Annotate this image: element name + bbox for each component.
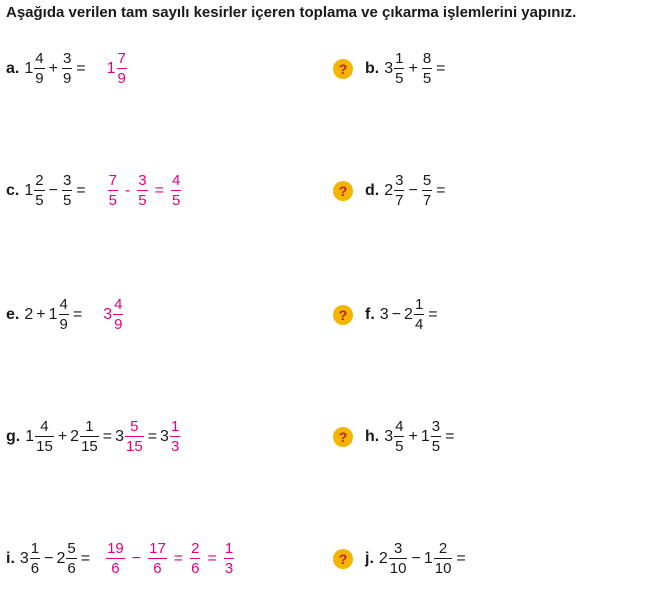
whole-number: 1 (423, 549, 433, 567)
whole-number: 3 (379, 305, 389, 323)
fraction: $\frac{7}{9}$ (117, 50, 126, 88)
fraction: $\frac{3}{5}$ (62, 172, 72, 210)
equals-sign: = (154, 181, 164, 199)
fraction: $\frac{7}{5}$ (108, 172, 117, 210)
fraction: $\frac{4}{15}$ (36, 418, 53, 456)
problem-d (333, 172, 449, 210)
equals-sign: = (428, 305, 438, 323)
problem-label: b. (365, 59, 380, 77)
problem-e (6, 296, 124, 334)
problem-h (333, 418, 457, 456)
equals-sign: = (436, 59, 446, 77)
problem-label: i. (6, 549, 15, 567)
question-badge: ? (333, 305, 353, 325)
operator: − (48, 181, 58, 199)
whole-number: 1 (24, 59, 34, 77)
fraction: $\frac{1}{3}$ (170, 418, 180, 456)
operator: + (36, 305, 46, 323)
operator: − (131, 549, 142, 567)
problem-a (6, 50, 128, 88)
equals-sign: = (436, 181, 446, 199)
problem-b (333, 50, 449, 88)
whole-number: 2 (384, 181, 394, 199)
operator: + (57, 427, 68, 445)
fraction: $\frac{3}{5}$ (431, 418, 441, 456)
fraction: $\frac{3}{5}$ (138, 172, 147, 210)
operator: − (391, 305, 402, 323)
problem-g (6, 418, 181, 456)
whole-number: 2 (56, 549, 66, 567)
problem-label: a. (6, 59, 20, 77)
fraction: $\frac{3}{7}$ (395, 172, 404, 210)
fraction: $\frac{2}{6}$ (191, 540, 200, 578)
operator: − (408, 181, 418, 199)
fraction: $\frac{19}{6}$ (107, 540, 124, 578)
fraction: $\frac{1}{4}$ (414, 296, 424, 334)
fraction: $\frac{17}{6}$ (149, 540, 166, 578)
equals-sign: = (102, 427, 113, 445)
operator: + (408, 59, 418, 77)
whole-number: 3 (103, 305, 113, 323)
whole-number: 1 (24, 181, 34, 199)
fraction: $\frac{4}{5}$ (395, 418, 404, 456)
question-badge: ? (333, 59, 353, 79)
problem-c (6, 172, 182, 210)
handwritten-answer (107, 50, 128, 88)
equals-sign: = (72, 305, 83, 323)
problem-label: c. (6, 181, 20, 199)
fraction: $\frac{3}{9}$ (62, 50, 72, 88)
equals-sign: = (207, 549, 217, 567)
problem-label: g. (6, 427, 21, 445)
question-badge: ? (333, 549, 353, 569)
whole-number: 3 (384, 427, 394, 445)
fraction: $\frac{5}{15}$ (126, 418, 143, 456)
fraction: $\frac{1}{6}$ (30, 540, 40, 578)
whole-number: 2 (378, 549, 388, 567)
equals-sign: = (147, 427, 158, 445)
fraction: $\frac{3}{10}$ (389, 540, 407, 578)
whole-number: 2 (24, 305, 34, 323)
operator: − (44, 549, 54, 567)
whole-number: 3 (384, 59, 394, 77)
problem-label: e. (6, 305, 20, 323)
whole-number: 3 (160, 427, 169, 445)
operator: − (411, 549, 421, 567)
handwritten-answer (105, 540, 235, 578)
problem-label: h. (365, 427, 380, 445)
fraction: $\frac{4}{9}$ (35, 50, 44, 88)
operator: - (124, 181, 131, 199)
whole-number: 2 (404, 305, 413, 323)
question-badge: ? (333, 181, 353, 201)
fraction: $\frac{4}{5}$ (171, 172, 181, 210)
fraction: $\frac{1}{3}$ (224, 540, 234, 578)
equals-sign: = (173, 549, 184, 567)
whole-number: 1 (106, 59, 116, 77)
problem-i (6, 540, 235, 578)
whole-number: 1 (25, 427, 35, 445)
operator: + (408, 427, 418, 445)
fraction: $\frac{5}{7}$ (422, 172, 432, 210)
whole-number: 1 (420, 427, 430, 445)
whole-number: 3 (115, 427, 124, 445)
equals-sign: = (76, 59, 86, 77)
problem-label: d. (365, 181, 380, 199)
equals-sign: = (456, 549, 466, 567)
handwritten-answer (107, 172, 183, 210)
problem-j (333, 540, 469, 578)
equals-sign: = (445, 427, 455, 445)
operator: + (48, 59, 58, 77)
fraction: $\frac{4}{9}$ (59, 296, 68, 334)
question-badge: ? (333, 427, 353, 447)
whole-number: 1 (48, 305, 58, 323)
fraction: $\frac{5}{6}$ (67, 540, 76, 578)
handwritten-answer (103, 296, 124, 334)
whole-number: 3 (19, 549, 29, 567)
problem-label: f. (365, 305, 375, 323)
whole-number: 2 (70, 427, 80, 445)
equals-sign: = (76, 181, 86, 199)
problem-f (333, 296, 441, 334)
fraction: $\frac{2}{10}$ (434, 540, 452, 578)
fraction: $\frac{1}{5}$ (395, 50, 404, 88)
problem-label: j. (365, 549, 374, 567)
fraction: $\frac{2}{5}$ (35, 172, 44, 210)
fraction: $\frac{8}{5}$ (422, 50, 432, 88)
page-title: Aşağıda verilen tam sayılı kesirler içeren toplama ve çıkarma işlemlerini yapınız. (6, 4, 577, 21)
fraction: $\frac{1}{15}$ (81, 418, 98, 456)
equals-sign: = (80, 549, 91, 567)
fraction: $\frac{4}{9}$ (114, 296, 123, 334)
